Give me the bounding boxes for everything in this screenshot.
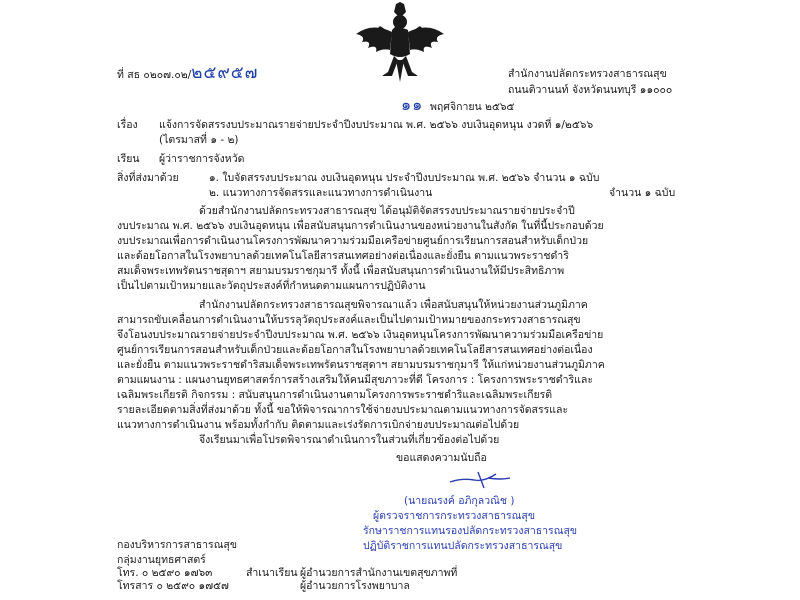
- garuda-emblem-icon: [352, 2, 448, 84]
- paragraph-2-line: จึงโอนงบประมาณรายจ่ายประจำปีงบประมาณ พ.ศ. ๒๕๖๖ เงินอุดหนุนโครงการพัฒนาความร่วมมือเครือข่าย: [117, 329, 604, 341]
- enclosure-item-1: ๑. ใบจัดสรรงบประมาณ งบเงินอุดหนุน ประจำปีงบประมาณ พ.ศ. ๒๕๖๖ จำนวน ๑ ฉบับ: [209, 172, 600, 184]
- paragraph-1-line: สมเด็จพระเทพรัตนราชสุดาฯ สยามบรมราชกุมารี ทั้งนี้ เพื่อสนับสนุนการดำเนินงานให้มีประสิทธิภาพ: [117, 265, 565, 277]
- office-address: ถนนติวานนท์ จังหวัดนนทบุรี ๑๑๐๐๐: [508, 84, 673, 96]
- salutation-value: ผู้ว่าราชการจังหวัด: [159, 153, 245, 165]
- paragraph-2-line: ศูนย์การเรียนการสอนสำหรับเด็กป่วยและด้อยโอกาสในโรงพยาบาลด้วยเทคโนโลยีสารสนเทศอย่างต่อเนื่อง: [117, 344, 593, 356]
- signatory-name: (นายณรงค์ อภิกุลวณิช ): [404, 495, 515, 507]
- document-number: [117, 63, 259, 83]
- cc-recipient-2: ผู้อำนวยการโรงพยาบาล: [300, 580, 410, 592]
- issuing-office: สำนักงานปลัดกระทรวงสาธารณสุข: [508, 68, 667, 80]
- signatory-title-2: รักษาราชการแทนรองปลัดกระทรวงสาธารณสุข: [363, 525, 578, 537]
- date-month-year: พฤศจิกายน ๒๕๖๕: [430, 101, 515, 113]
- paragraph-2-line: สำนักงานปลัดกระทรวงสาธารณสุขพิจารณาแล้ว เพื่อสนับสนุนให้หน่วยงานส่วนภูมิภาค: [199, 299, 588, 311]
- footer-fax: โทรสาร ๐ ๒๕๙๐ ๑๗๕๗: [117, 580, 229, 592]
- paragraph-1-line: และด้อยโอกาสในโรงพยาบาลด้วยเทคโนโลยีสารสนเทศอย่างต่อเนื่องและยั่งยืน ตามแนวพระราชดำริ: [117, 250, 569, 262]
- paragraph-2-line: ตามแผนงาน : แผนงานยุทธศาสตร์การสร้างเสริมให้คนมีสุขภาวะที่ดี โครงการ : โครงการพระราชดำริและ: [117, 374, 593, 386]
- date-day-handwritten: ๑๑: [401, 95, 424, 114]
- document-number-prefix: ที่ สธ ๐๒๐๗.๐๒/: [117, 69, 192, 81]
- paragraph-1-line: ด้วยสำนักงานปลัดกระทรวงสาธารณสุข ได้อนุมัติจัดสรรงบประมาณรายจ่ายประจำปี: [199, 205, 575, 217]
- enclosures-label: สิ่งที่ส่งมาด้วย: [117, 172, 179, 184]
- cc-label: สำเนาเรียน: [246, 567, 298, 579]
- paragraph-2-line: และยั่งยืน ตามแนวพระราชดำริสมเด็จพระเทพรัตนราชสุดาฯ สยามบรมราชกุมารี ให้แก่หน่วยงานส่วนภูมิภาค: [117, 359, 605, 371]
- paragraph-2-line: แนวทางการดำเนินงาน พร้อมทั้งกำกับ ติดตามและเร่งรัดการเบิกจ่ายงบประมาณต่อไปด้วย: [117, 419, 520, 431]
- signatory-title-1: ผู้ตรวจราชการกระทรวงสาธารณสุข: [373, 510, 536, 522]
- closing-request: จึงเรียนมาเพื่อโปรดพิจารณาดำเนินการในส่วนที่เกี่ยวข้องต่อไปด้วย: [199, 434, 500, 446]
- document-date: [401, 95, 515, 114]
- cc-recipient-1: ผู้อำนวยการสำนักงานเขตสุขภาพที่: [300, 567, 458, 579]
- footer-division: กองบริหารการสาธารณสุข: [117, 539, 238, 551]
- handwritten-signature: [448, 468, 512, 490]
- paragraph-2-line: รายละเอียดตามสิ่งที่ส่งมาด้วย ทั้งนี้ ขอให้พิจารณาการใช้จ่ายงบประมาณตามแนวทางการจัดสรรและ: [117, 404, 569, 416]
- subject-line-1: แจ้งการจัดสรรงบประมาณรายจ่ายประจำปีงบประมาณ พ.ศ. ๒๕๖๖ งบเงินอุดหนุน งวดที่ ๑/๒๕๖๖: [159, 119, 594, 131]
- signatory-title-3: ปฏิบัติราชการแทนปลัดกระทรวงสาธารณสุข: [363, 540, 563, 552]
- subject-label: เรื่อง: [117, 119, 138, 131]
- subject-line-2: (ไตรมาสที่ ๑ - ๒): [159, 134, 239, 146]
- paragraph-1-line: เป็นไปตามเป้าหมายและวัตถุประสงค์ที่กำหนดตามแผนการปฏิบัติงาน: [117, 280, 426, 292]
- document-number-handwritten: ๒๕๙๕๗: [191, 63, 259, 83]
- enclosure-item-2: ๒. แนวทางการจัดสรรและแนวทางการดำเนินงาน: [209, 187, 433, 199]
- footer-phone: โทร. ๐ ๒๕๙๐ ๑๗๖๓: [117, 567, 213, 579]
- closing-regards: ขอแสดงความนับถือ: [396, 452, 487, 464]
- paragraph-2-line: เฉลิมพระเกียรติ กิจกรรม : สนับสนุนการดำเนินงานตามโครงการพระราชดำริและเฉลิมพระเกียรติ: [117, 389, 553, 401]
- paragraph-1-line: งบประมาณ พ.ศ. ๒๕๖๖ งบเงินอุดหนุน เพื่อสนับสนุนการดำเนินงานของหน่วยงานในสังกัด ในที่นี้ประกอบด้วย: [117, 220, 604, 232]
- salutation-label: เรียน: [117, 153, 140, 165]
- footer-group: กลุ่มงานยุทธศาสตร์: [117, 554, 206, 566]
- paragraph-2-line: สามารถขับเคลื่อนการดำเนินงานให้บรรลุวัตถุประสงค์และเป็นไปตามเป้าหมายของกระทรวงสาธารณสุข: [117, 314, 581, 326]
- paragraph-1-line: งบประมาณเพื่อการดำเนินงานโครงการพัฒนาความร่วมมือเครือข่ายศูนย์การเรียนการสอนสำหรับเด็กป่วย: [117, 235, 589, 247]
- enclosure-item-2-quantity: จำนวน ๑ ฉบับ: [609, 187, 676, 199]
